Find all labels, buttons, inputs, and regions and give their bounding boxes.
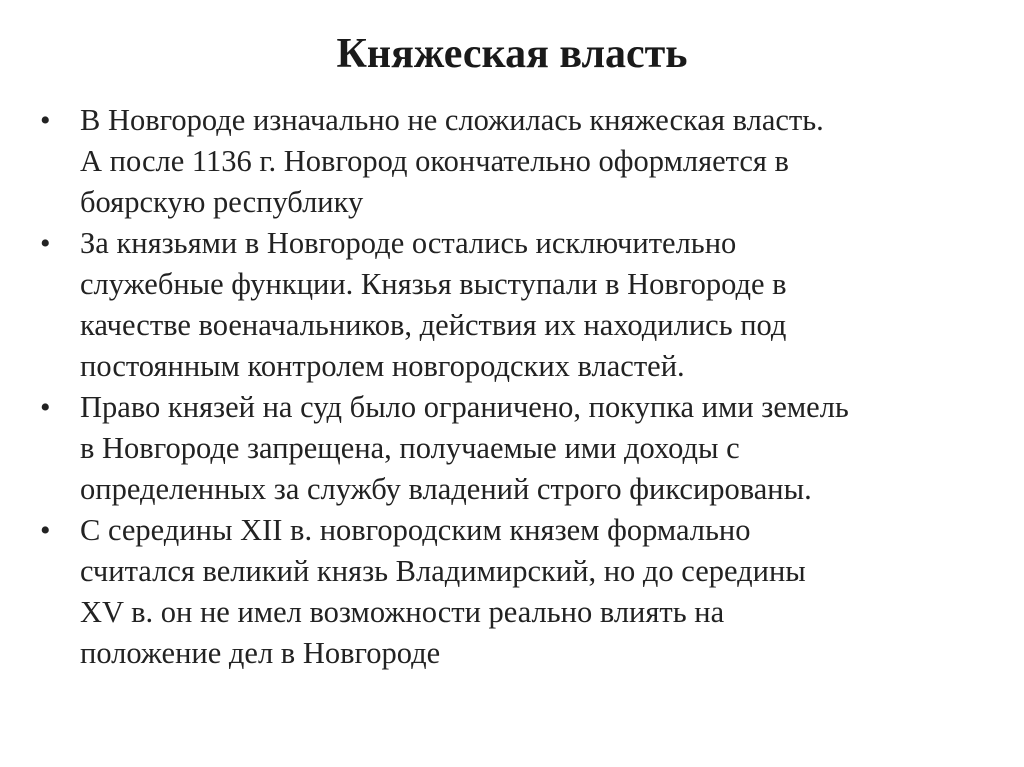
bullet-item — [40, 510, 990, 674]
bullet-item — [40, 223, 990, 387]
bullet-text-line: качестве военачальников, действия их находились под — [80, 308, 787, 342]
bullet-text-line: А после 1136 г. Новгород окончательно оформляется в — [80, 144, 789, 178]
bullet-text-line: С середины XII в. новгородским князем формально — [80, 513, 751, 547]
bullet-text-line: считался великий князь Владимирский, но до середины — [80, 554, 806, 588]
bullet-dot-icon: • — [40, 104, 51, 137]
bullet-text-line: боярскую республику — [80, 185, 364, 219]
bullet-list — [40, 100, 990, 674]
bullet-item — [40, 100, 990, 223]
bullet-text-line: XV в. он не имел возможности реально влиять на — [80, 595, 725, 629]
bullet-text-line: За князьями в Новгороде остались исключительно — [80, 226, 737, 260]
bullet-text-line: служебные функции. Князья выступали в Новгороде в — [80, 267, 787, 301]
bullet-item — [40, 387, 990, 510]
bullet-text-line: В Новгороде изначально не сложилась княжеская власть. — [80, 103, 824, 137]
bullet-dot-icon: • — [40, 391, 51, 424]
bullet-dot-icon: • — [40, 227, 51, 260]
slide-title: Княжеская власть — [336, 31, 688, 77]
bullet-text-line: определенных за службу владений строго фиксированы. — [80, 472, 812, 506]
bullet-dot-icon: • — [40, 514, 51, 547]
bullet-text-line: постоянным контролем новгородских властей. — [80, 349, 685, 383]
bullet-text-line: положение дел в Новгороде — [80, 636, 441, 670]
bullet-text-line: в Новгороде запрещена, получаемые ими доходы с — [80, 431, 740, 465]
bullet-text-line: Право князей на суд было ограничено, покупка ими земель — [80, 390, 849, 424]
